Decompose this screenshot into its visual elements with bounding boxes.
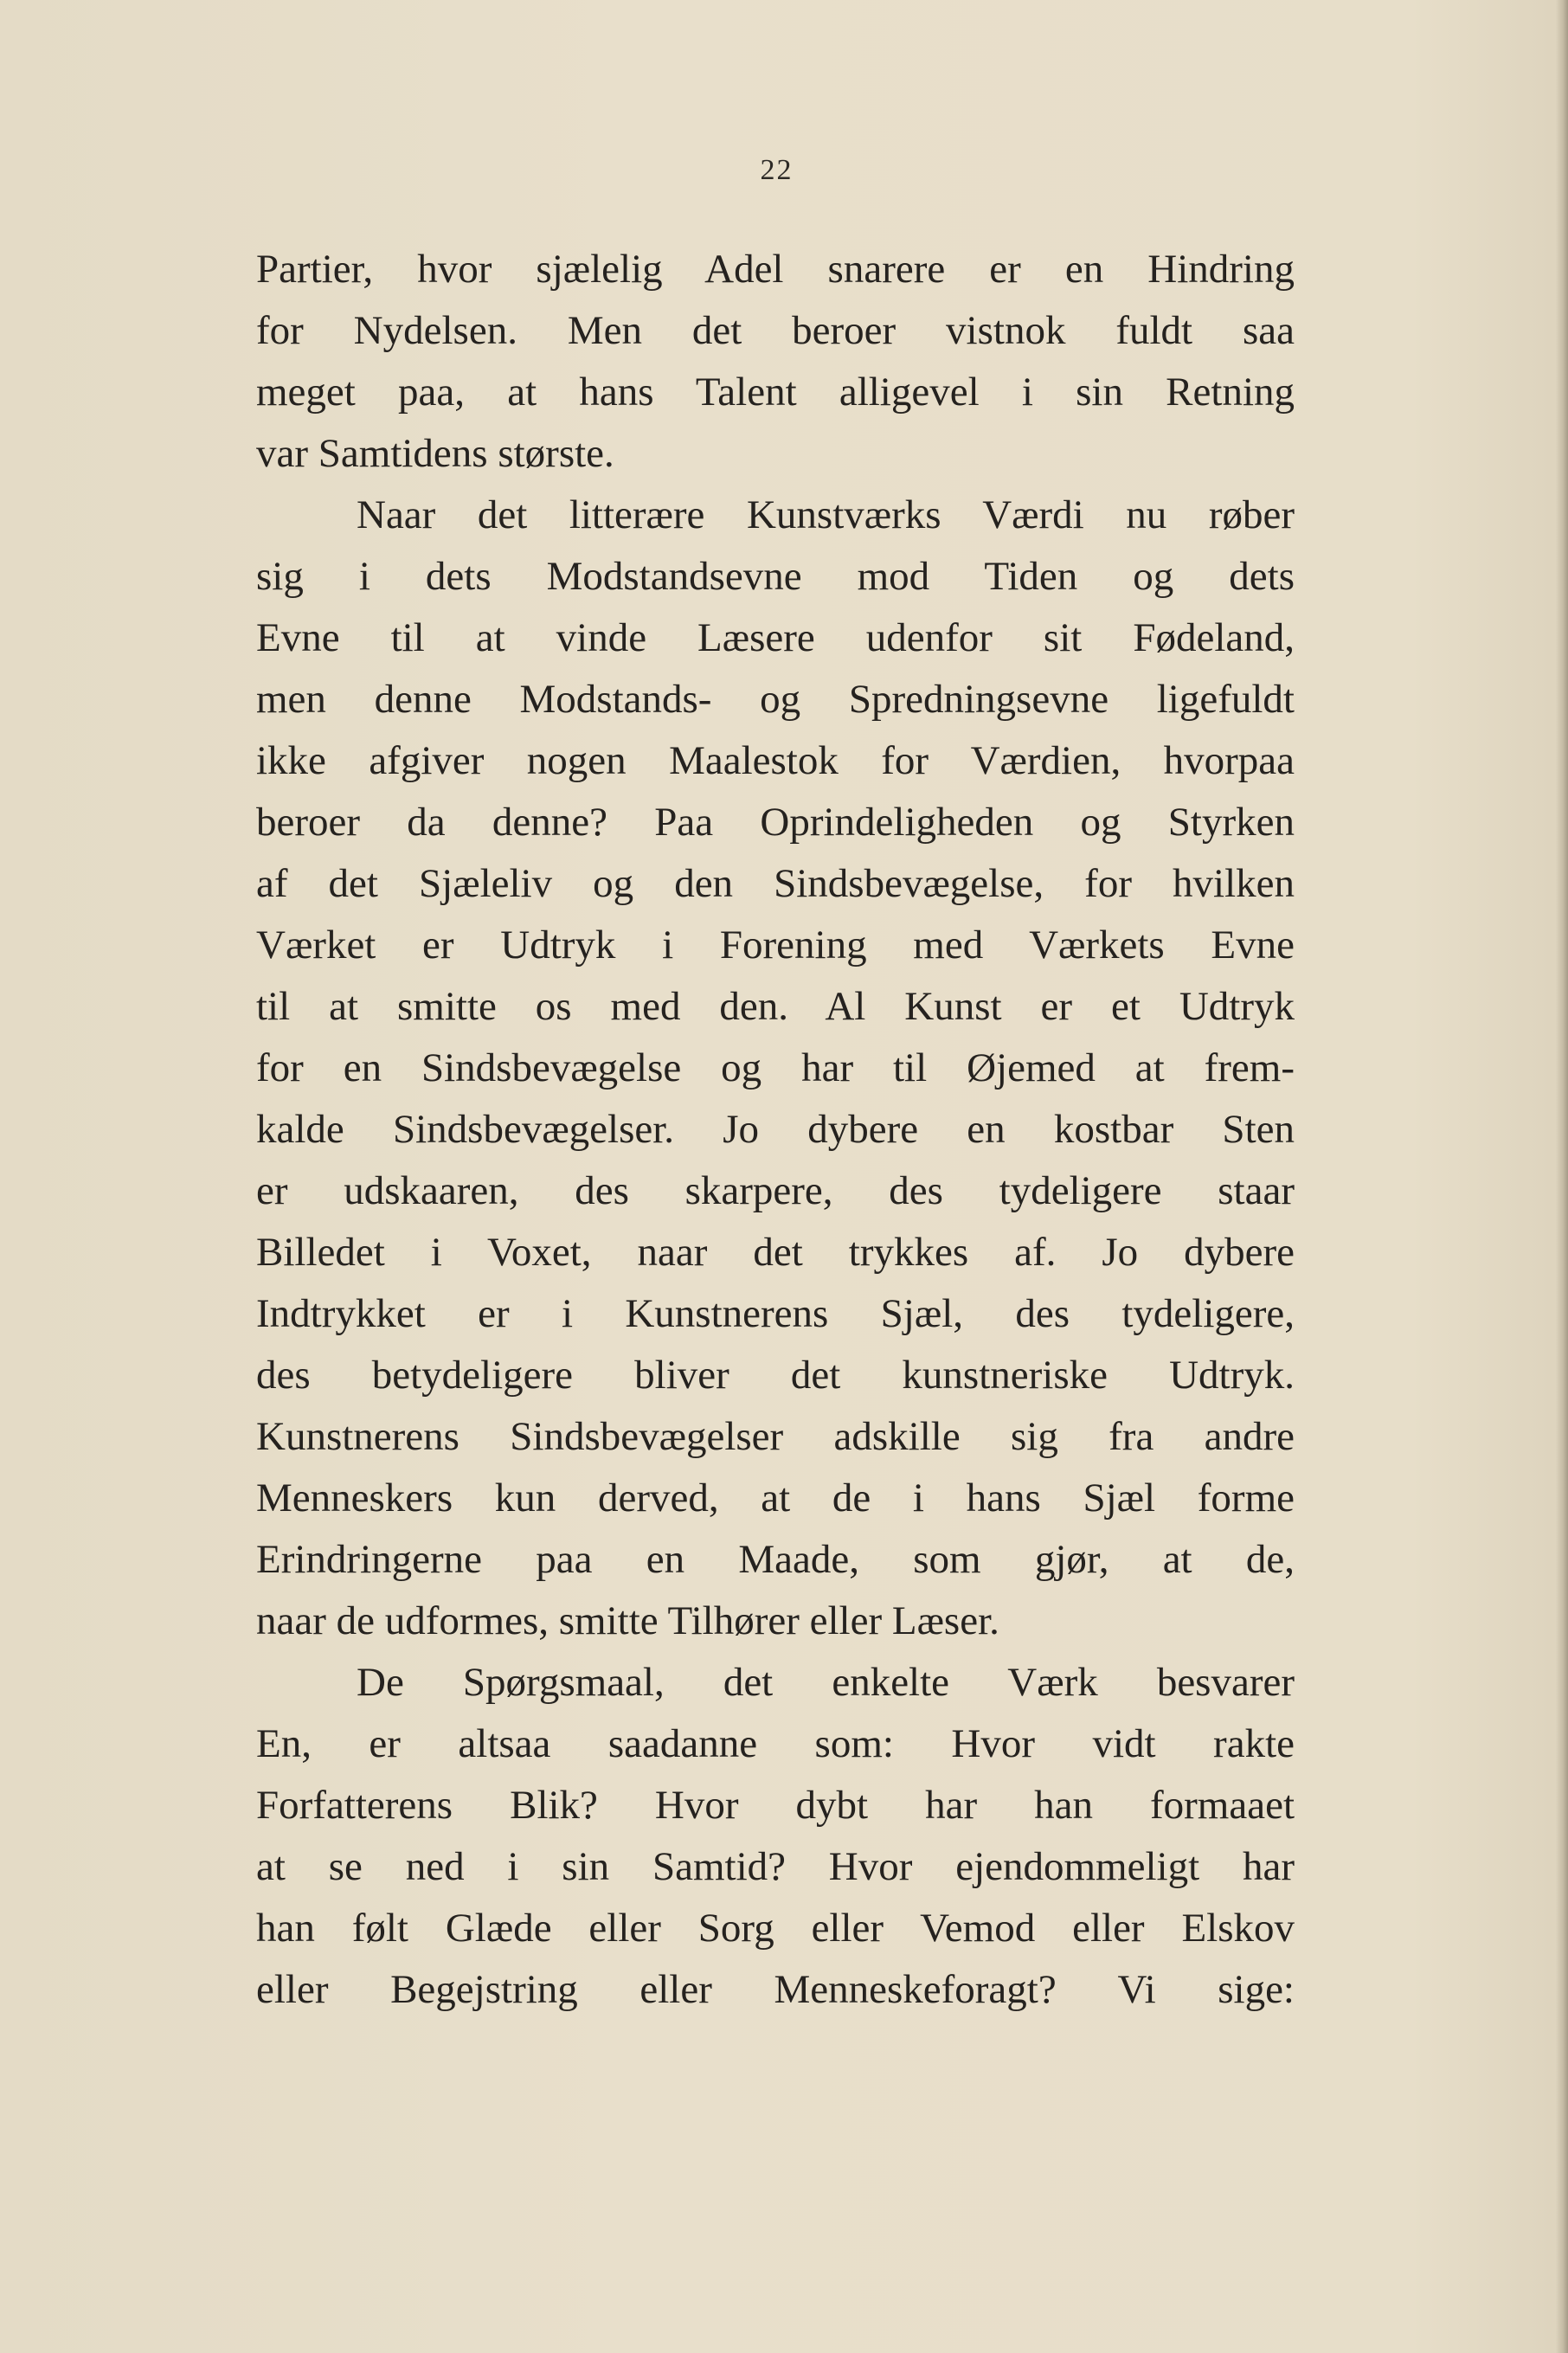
text-line: men denne Modstands- og Spredningsevne ligefuldt bbox=[256, 677, 1295, 722]
text-line: Kunstnerens Sindsbevægelser adskille sig fra andre bbox=[256, 1414, 1295, 1459]
text-line: var Samtidens største. bbox=[256, 431, 614, 476]
text-line: for en Sindsbevægelse og har til Øjemed at frem- bbox=[256, 1045, 1295, 1090]
text-line: at se ned i sin Samtid? Hvor ejendommeligt har bbox=[256, 1844, 1295, 1889]
page-edge-shadow bbox=[1556, 0, 1568, 2353]
text-line: Naar det litterære Kunstværks Værdi nu røber bbox=[357, 492, 1295, 537]
text-line: er udskaaren, des skarpere, des tydeligere staar bbox=[256, 1168, 1295, 1213]
text-line: Erindringerne paa en Maade, som gjør, at de, bbox=[256, 1537, 1295, 1582]
page-number: 22 bbox=[760, 154, 794, 186]
text-line: eller Begejstring eller Menneskeforagt? Vi sige: bbox=[256, 1967, 1295, 2012]
text-line: Evne til at vinde Læsere udenfor sit Fødeland, bbox=[256, 615, 1295, 660]
text-line: meget paa, at hans Talent alligevel i sin Retning bbox=[256, 370, 1295, 415]
text-line: des betydeligere bliver det kunstneriske Udtryk. bbox=[256, 1353, 1295, 1398]
text-line: naar de udformes, smitte Tilhører eller Læser. bbox=[256, 1598, 999, 1643]
text-line: af det Sjæleliv og den Sindsbevægelse, for hvilken bbox=[256, 861, 1295, 906]
text-line: til at smitte os med den. Al Kunst er et Udtryk bbox=[256, 984, 1295, 1029]
text-line: beroer da denne? Paa Oprindeligheden og Styrken bbox=[256, 800, 1295, 845]
body-text bbox=[256, 239, 1295, 2021]
text-line: Indtrykket er i Kunstnerens Sjæl, des tydeligere, bbox=[256, 1291, 1295, 1336]
text-line: Forfatterens Blik? Hvor dybt har han formaaet bbox=[256, 1783, 1295, 1828]
text-line: Billedet i Voxet, naar det trykkes af. Jo dybere bbox=[256, 1230, 1295, 1275]
text-line: En, er altsaa saadanne som: Hvor vidt rakte bbox=[256, 1721, 1295, 1766]
text-line: De Spørgsmaal, det enkelte Værk besvarer bbox=[357, 1660, 1295, 1705]
text-line: Værket er Udtryk i Forening med Værkets Evne bbox=[256, 923, 1295, 968]
text-line: sig i dets Modstandsevne mod Tiden og dets bbox=[256, 554, 1295, 599]
text-line: Menneskers kun derved, at de i hans Sjæl forme bbox=[256, 1475, 1295, 1520]
text-line: kalde Sindsbevægelser. Jo dybere en kostbar Sten bbox=[256, 1107, 1295, 1152]
text-line: ikke afgiver nogen Maalestok for Værdien, hvorpaa bbox=[256, 738, 1295, 783]
text-line: for Nydelsen. Men det beroer vistnok fuldt saa bbox=[256, 308, 1295, 353]
text-line: Partier, hvor sjælelig Adel snarere er en Hindring bbox=[256, 247, 1295, 292]
text-line: han følt Glæde eller Sorg eller Vemod eller Elskov bbox=[256, 1906, 1295, 1951]
